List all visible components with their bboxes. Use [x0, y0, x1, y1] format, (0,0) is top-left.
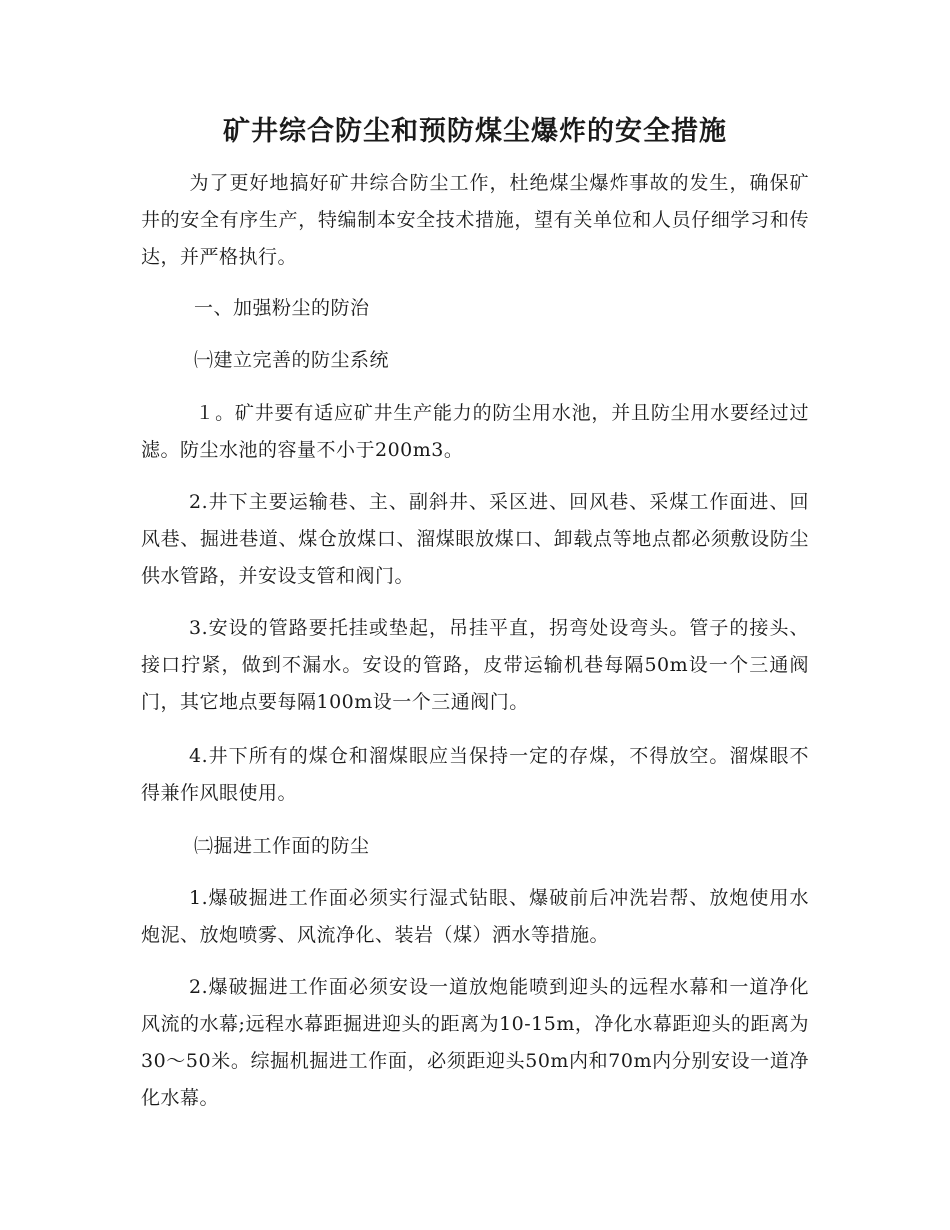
- list-item: [141, 738, 809, 812]
- list-item: [141, 880, 809, 954]
- intro-text: 为了更好地搞好矿井综合防尘工作，杜绝煤尘爆炸事故的发生，确保矿井的安全有序生产，特编制本安全技术措施，望有关单位和人员仔细学习和传达，并严格执行。: [141, 172, 809, 268]
- section-heading: 一、加强粉尘的防治: [194, 297, 370, 319]
- list-item: [141, 610, 809, 721]
- list-item-text: 1.爆破掘进工作面必须实行湿式钻眼、爆破前后冲洗岩帮、放炮使用水炮泥、放炮喷雾、风流净化、装岩（煤）洒水等措施。: [141, 887, 809, 946]
- list-item-text: 2.爆破掘进工作面必须安设一道放炮能喷到迎头的远程水幕和一道净化风流的水幕;远程水幕距掘进迎头的距离为10-15m，净化水幕距迎头的距离为30～50米。综掘机掘进工作面，必须距迎头50m内和70m内分别安设一道净化水幕。: [141, 976, 809, 1109]
- list-item-text: 2.井下主要运输巷、主、副斜井、采区进、回风巷、采煤工作面进、回风巷、掘进巷道、煤仓放煤口、溜煤眼放煤口、卸载点等地点都必须敷设防尘供水管路，并安设支管和阀门。: [141, 491, 809, 587]
- list-item: [141, 395, 809, 469]
- intro-paragraph: [141, 165, 809, 276]
- list-item: [141, 484, 809, 595]
- list-item-text: 4.井下所有的煤仓和溜煤眼应当保持一定的存煤，不得放空。溜煤眼不得兼作风眼使用。: [141, 745, 809, 804]
- list-item-text: １。矿井要有适应矿井生产能力的防尘用水池，并且防尘用水要经过过滤。防尘水池的容量不小于200m3。: [141, 402, 809, 461]
- document-title: 矿井综合防尘和预防煤尘爆炸的安全措施: [223, 116, 727, 147]
- list-item-text: 3.安设的管路要托挂或垫起，吊挂平直，拐弯处设弯头。管子的接头、接口拧紧，做到不漏水。安设的管路，皮带运输机巷每隔50m设一个三通阀门，其它地点要每隔100m设一个三通阀门。: [141, 617, 809, 713]
- list-item: [141, 969, 809, 1117]
- subsection-heading-2: ㈡掘进工作面的防尘: [194, 835, 370, 857]
- subsection-heading-1: ㈠建立完善的防尘系统: [194, 349, 390, 371]
